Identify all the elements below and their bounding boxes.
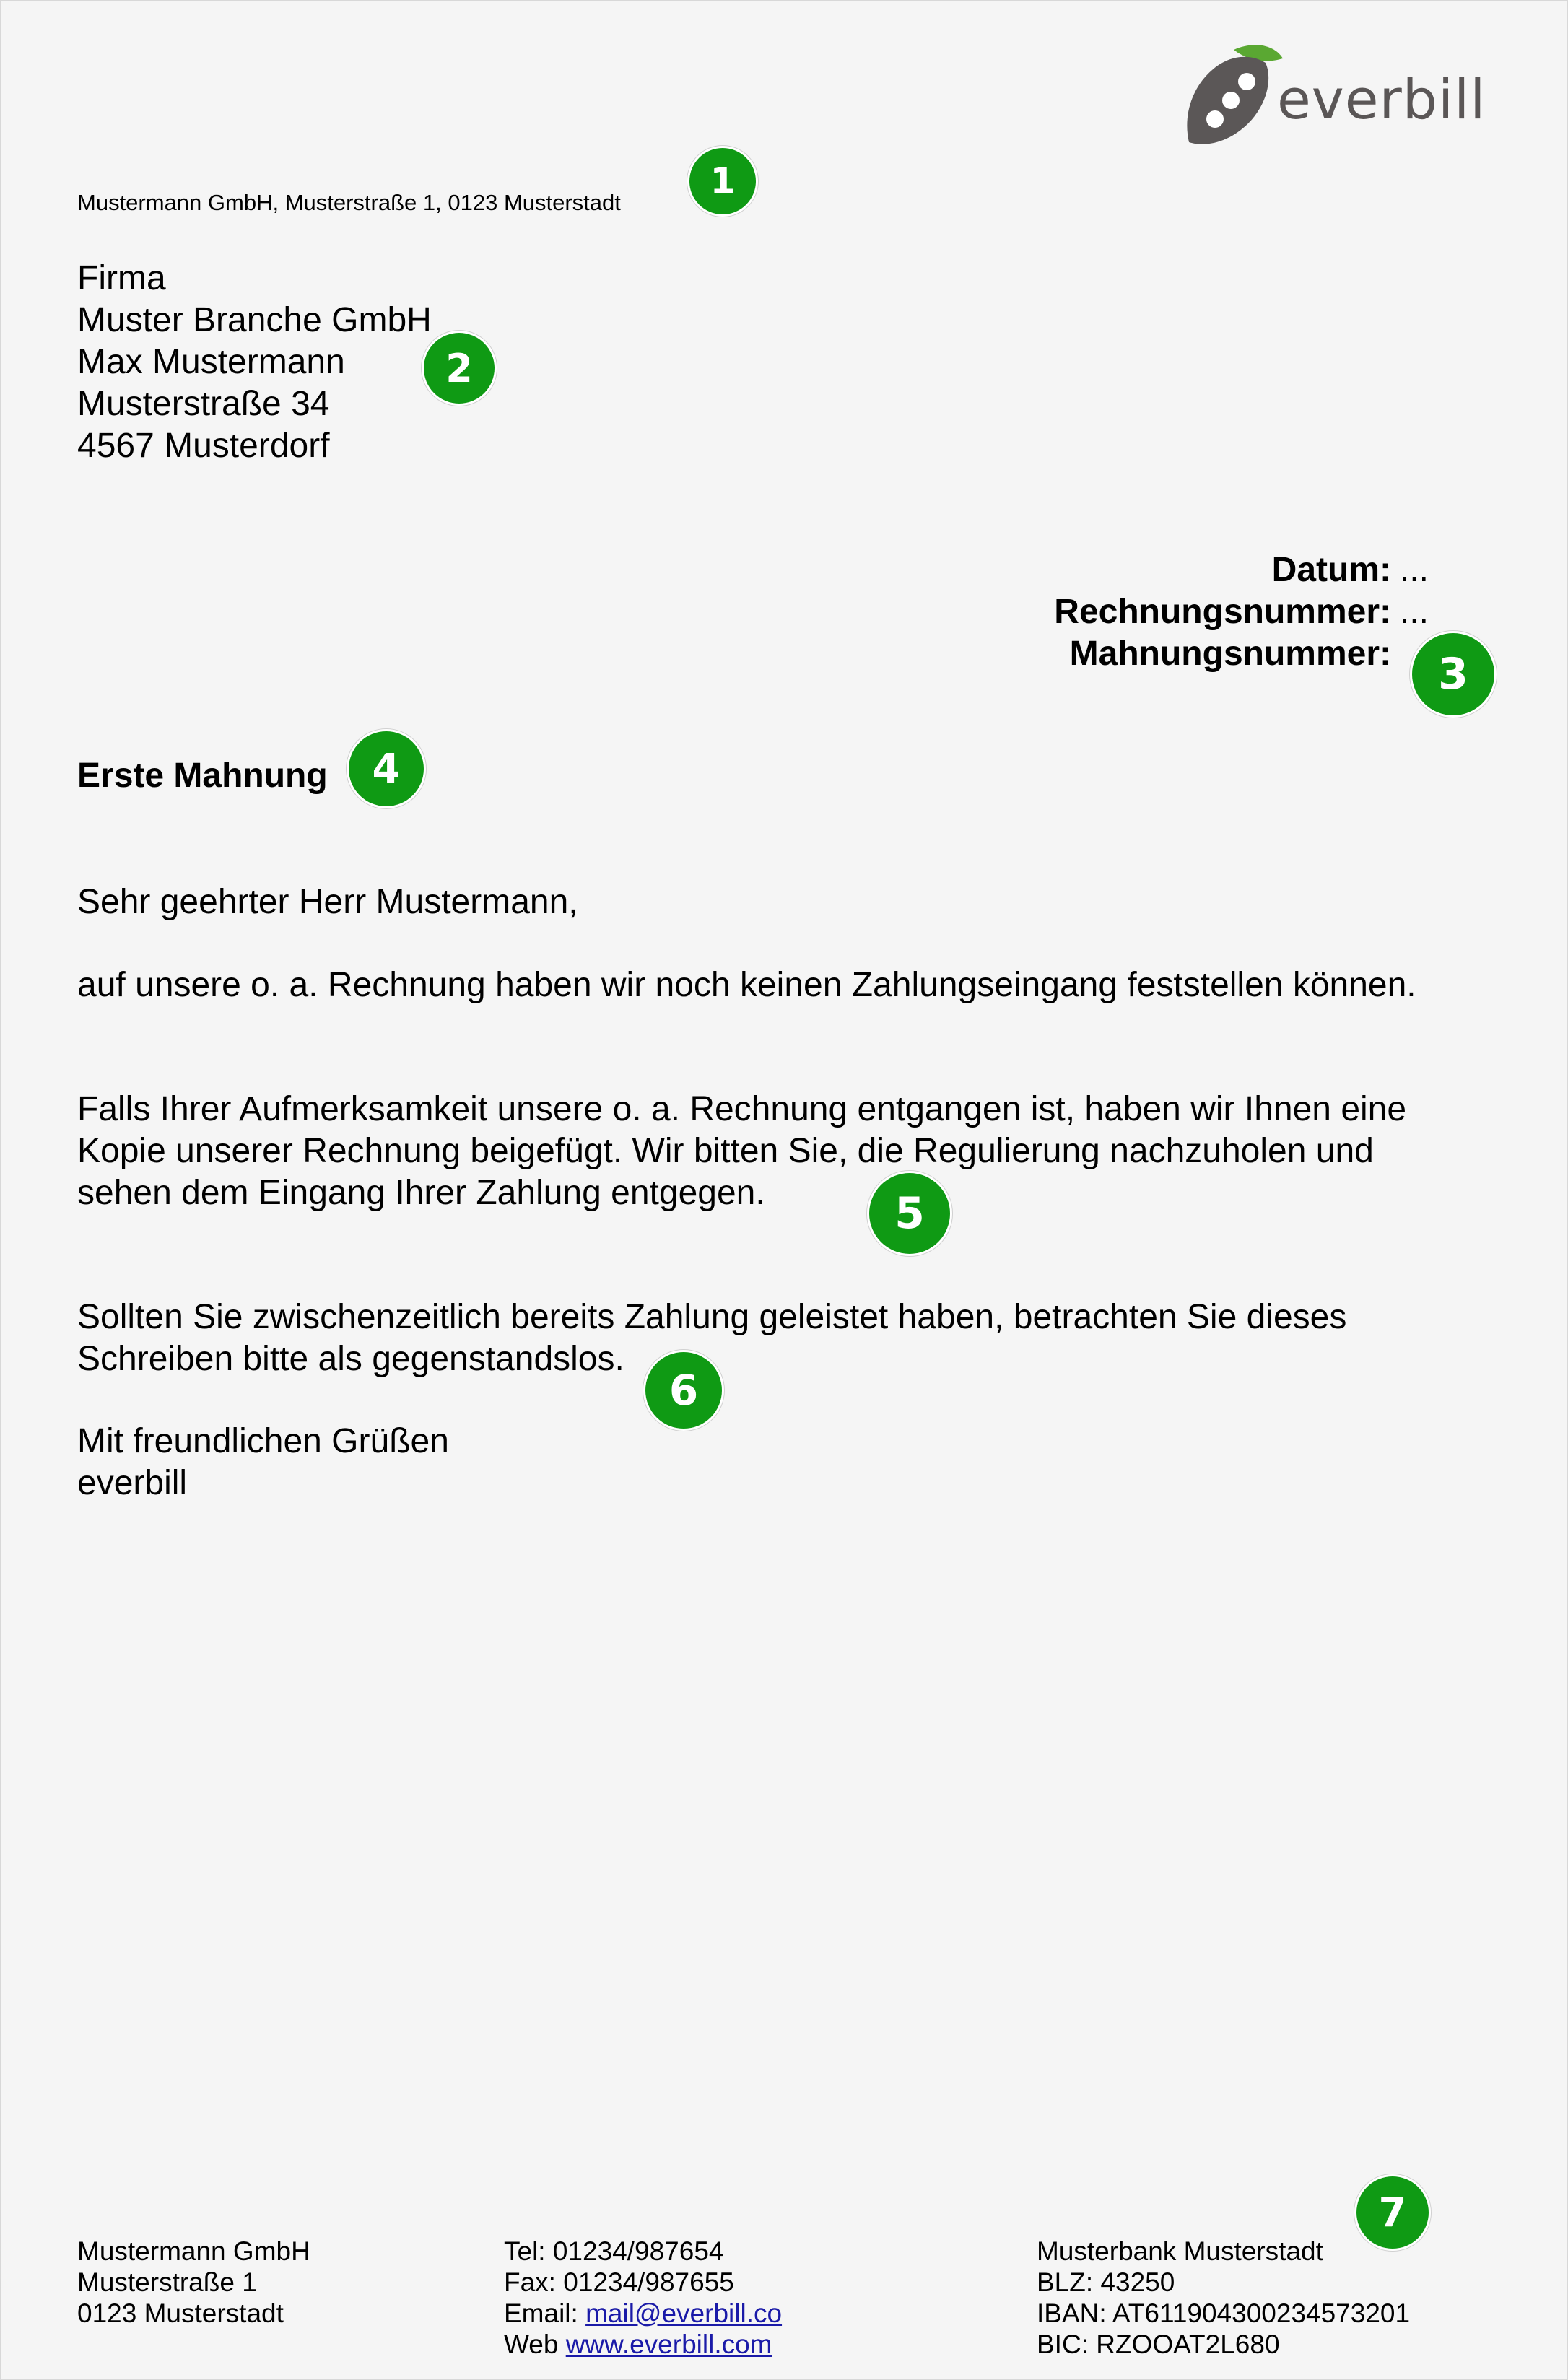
recipient-line: Musterstraße 34	[77, 385, 330, 423]
letter-meta	[1054, 549, 1439, 675]
recipient-line: Max Mustermann	[77, 343, 345, 381]
footer-line: Musterstraße 1	[77, 2267, 257, 2297]
letter-subject: Erste Mahnung	[77, 757, 328, 795]
footer-line: BLZ: 43250	[1037, 2267, 1175, 2297]
footer-line: BIC: RZOOAT2L680	[1037, 2329, 1280, 2359]
footer-fax: Fax: 01234/987655	[504, 2267, 734, 2297]
meta-label: Mahnungsnummer:	[1069, 635, 1391, 673]
body-paragraph: auf unsere o. a. Rechnung haben wir noch keinen Zahlungseingang feststellen können.	[77, 966, 1416, 1004]
footer-tel: Tel: 01234/987654	[504, 2236, 724, 2266]
body-paragraph: Sollten Sie zwischenzeitlich bereits Zahlung geleistet haben, betrachten Sie dieses Schreiben bitte als gegenstandslos.	[77, 1298, 1347, 1378]
footer-email-row	[504, 2298, 782, 2329]
recipient-address	[77, 258, 432, 467]
annotation-marker-5: 5	[869, 1173, 950, 1254]
meta-value: ...	[1400, 593, 1429, 631]
meta-row-reminder-number	[1054, 633, 1439, 675]
closing-line: Mit freundlichen Grüßen	[77, 1422, 449, 1460]
annotation-marker-2: 2	[424, 333, 495, 404]
meta-label: Rechnungsnummer:	[1054, 593, 1391, 631]
salutation: Sehr geehrter Herr Mustermann,	[77, 883, 578, 921]
meta-value: ...	[1400, 551, 1429, 589]
logo-wordmark: everbill	[1277, 67, 1486, 131]
pea-pod-icon	[1183, 38, 1284, 147]
recipient-line: 4567 Musterdorf	[77, 427, 330, 465]
sender-address-line: Mustermann GmbH, Musterstraße 1, 0123 Musterstadt	[77, 190, 621, 215]
everbill-logo	[1183, 38, 1486, 147]
meta-row-invoice-number	[1054, 591, 1439, 633]
footer-line: Mustermann GmbH	[77, 2236, 310, 2266]
annotation-marker-1: 1	[689, 148, 756, 214]
footer-contact	[504, 2236, 782, 2360]
footer-line: Musterbank Musterstadt	[1037, 2236, 1323, 2266]
footer-line: 0123 Musterstadt	[77, 2298, 284, 2328]
footer-web-row	[504, 2329, 782, 2360]
annotation-marker-7: 7	[1356, 2176, 1429, 2249]
closing-line: everbill	[77, 1464, 188, 1502]
annotation-marker-4: 4	[349, 731, 424, 806]
recipient-line: Muster Branche GmbH	[77, 301, 432, 339]
recipient-line: Firma	[77, 259, 166, 297]
annotation-marker-6: 6	[645, 1352, 722, 1429]
annotation-marker-3: 3	[1412, 633, 1494, 715]
email-link[interactable]: mail@everbill.co	[585, 2298, 783, 2328]
meta-row-date	[1054, 549, 1439, 591]
website-link[interactable]: www.everbill.com	[565, 2329, 772, 2359]
footer-company	[77, 2236, 310, 2329]
footer-line: IBAN: AT611904300234573201	[1037, 2298, 1411, 2328]
footer-web-label: Web	[504, 2329, 566, 2359]
footer-email-label: Email:	[504, 2298, 586, 2328]
meta-label: Datum:	[1271, 551, 1391, 589]
footer-bank	[1037, 2236, 1410, 2360]
closing	[77, 1421, 1492, 1504]
body-paragraph: Falls Ihrer Aufmerksamkeit unsere o. a. Rechnung entgangen ist, haben wir Ihnen eine Kopie unserer Rechnung beigefügt. Wir bitten Sie, die Regulierung nachzuholen und sehen dem Eingang Ihrer Zahlung entgegen.	[77, 1090, 1407, 1212]
